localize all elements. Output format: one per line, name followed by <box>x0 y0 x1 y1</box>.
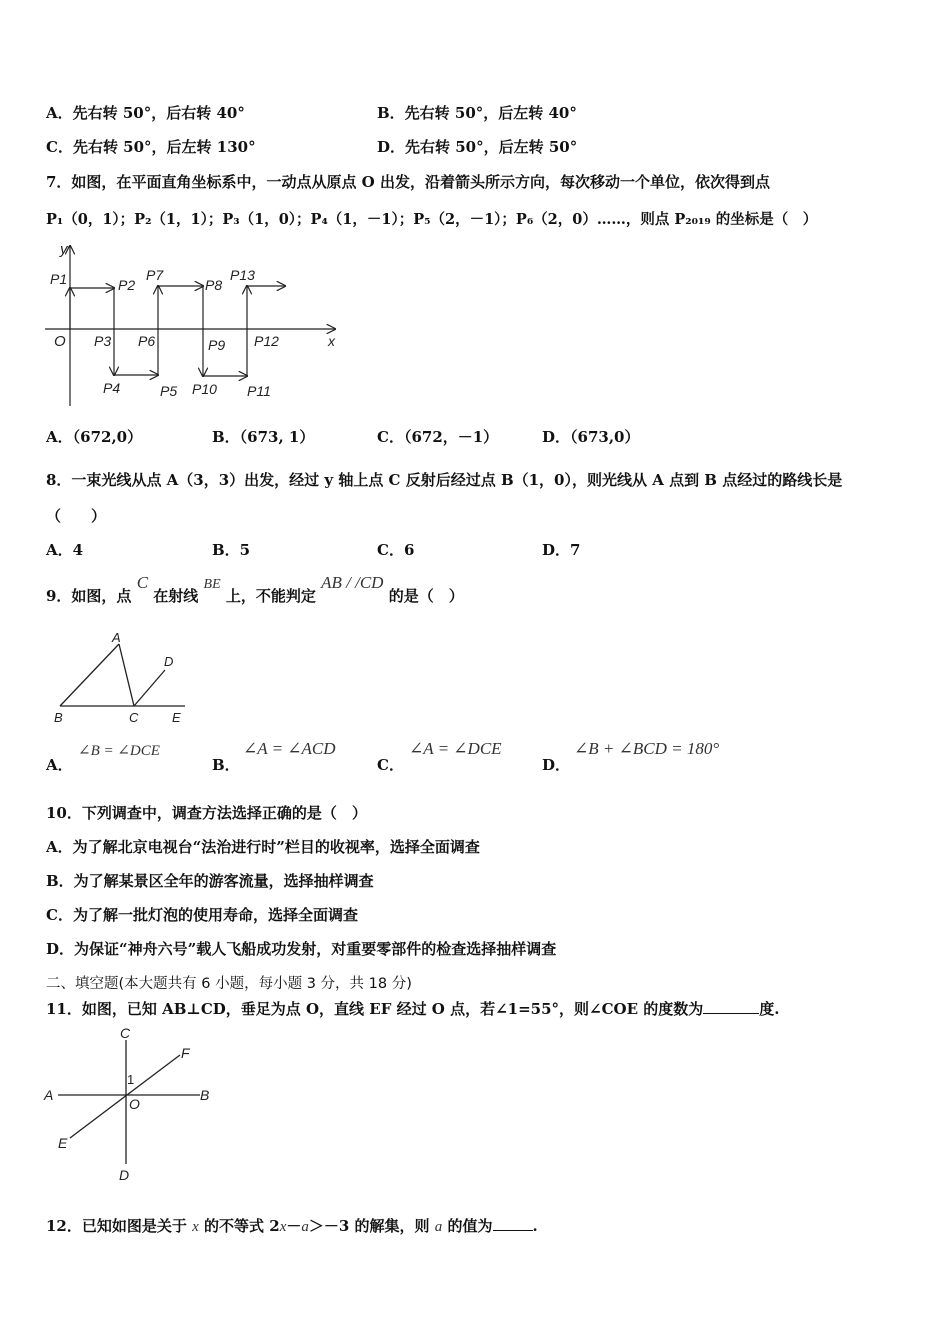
q9-option-d-math: ∠B + ∠BCD = 180° <box>574 739 720 758</box>
q7-option-d: D．（673,0） <box>542 428 640 446</box>
q6-option-c: C．先右转 50°，后左转 130° <box>46 138 256 156</box>
q7-option-b: B．（673, 1） <box>212 428 315 446</box>
fig7-p11: P11 <box>247 383 271 399</box>
q8-option-b: B．5 <box>212 541 251 559</box>
q8-option-a: A．4 <box>46 541 84 559</box>
fig7-p6: P6 <box>138 333 156 349</box>
fig7-y-label: y <box>60 241 68 258</box>
q10-option-d: D．为保证“神舟六号”载人飞船成功发射，对重要零部件的检查选择抽样调查 <box>46 940 557 958</box>
q7-points-line: P₁（0，1）；P₂（1，1）；P₃（1，0）；P₄（1，－1）；P₅（2，－1）；P₆（2，0）……，则点 P₂₀₁₉ 的坐标是（ ） <box>46 211 818 228</box>
q7-option-a: A．（672,0） <box>46 428 143 446</box>
q8-option-c: C．6 <box>377 541 415 559</box>
q9-figure <box>50 628 190 728</box>
fig7-p8: P8 <box>205 277 223 293</box>
q12-var-x: x <box>192 1219 199 1235</box>
section-2-heading: 二、填空题(本大题共有 6 小题，每小题 3 分，共 18 分) <box>46 976 412 992</box>
q10-option-a: A．为了解北京电视台“法治进行时”栏目的收视率，选择全面调查 <box>46 838 480 856</box>
fig7-p13: P13 <box>230 267 255 283</box>
q9-option-c-label: C． <box>377 756 404 774</box>
q7-figure <box>40 238 350 413</box>
q11-answer-blank <box>703 1001 759 1014</box>
fig11-label-b: B <box>200 1087 210 1103</box>
q11-figure <box>40 1022 220 1187</box>
fig7-p2: P2 <box>118 277 136 293</box>
q7-stem: 7．如图，在平面直角坐标系中，一动点从原点 O 出发，沿着箭头所示方向，每次移动一个单位，依次得到点 <box>46 173 770 191</box>
q11-text: 11．如图，已知 AB⊥CD，垂足为点 O，直线 EF 经过 O 点，若∠1=55°，则∠COE 的度数为 <box>46 1000 704 1018</box>
q9-ray-be: BE <box>203 577 221 592</box>
q12-text-5: 的值为 <box>447 1217 493 1235</box>
fig7-p10: P10 <box>192 381 217 397</box>
fig11-label-a: A <box>44 1087 54 1103</box>
q12-text-4: ＞－3 的解集，则 <box>308 1217 430 1235</box>
fig7-p3: P3 <box>94 333 112 349</box>
q7-option-c: C．（672，－1） <box>377 428 499 446</box>
q12-var-a-2: a <box>434 1219 443 1235</box>
fig11-label-o: O <box>129 1096 140 1112</box>
q9-option-d-label: D． <box>542 756 571 774</box>
fig7-origin-label: O <box>54 333 66 350</box>
fig9-label-b: B <box>54 710 63 725</box>
fig9-label-d: D <box>164 654 174 669</box>
q12-tail: . <box>532 1217 538 1235</box>
fig11-label-c: C <box>120 1025 131 1041</box>
q10-option-b: B．为了解某景区全年的游客流量，选择抽样调查 <box>46 872 374 890</box>
q12-var-a: a <box>301 1219 309 1235</box>
q6-option-b: B．先右转 50°，后左转 40° <box>377 104 577 122</box>
fig7-x-label: x <box>328 333 335 349</box>
q8-paren: （ ） <box>46 507 107 525</box>
fig11-label-e: E <box>58 1135 68 1151</box>
q9-point-c: C <box>136 573 149 592</box>
q8-stem: 8．一束光线从点 A（3，3）出发，经过 y 轴上点 C 反射后经过点 B（1，0），则光线从 A 点到 B 点经过的路线长是 <box>46 471 843 489</box>
fig9-label-c: C <box>129 710 139 725</box>
q9-ab-parallel-cd: AB / /CD <box>321 573 384 592</box>
fig7-p9: P9 <box>208 337 226 353</box>
fig7-p5: P5 <box>160 383 178 399</box>
q12-text-3: － <box>286 1217 302 1235</box>
fig9-label-e: E <box>172 710 181 725</box>
q11-tail: 度. <box>759 1000 780 1018</box>
q9-text-3: 上，不能判定 <box>225 587 316 605</box>
q9-option-b-math: ∠A = ∠ACD <box>243 739 336 758</box>
q12-stem <box>46 1215 538 1236</box>
fig9-label-a: A <box>112 630 121 645</box>
q12-answer-blank <box>493 1218 533 1231</box>
fig7-p1: P1 <box>50 271 68 287</box>
q9-option-a-label: A． <box>46 756 73 774</box>
q6-option-d: D．先右转 50°，后左转 50° <box>377 138 578 156</box>
fig7-p12: P12 <box>254 333 279 349</box>
q9-option-c-math: ∠A = ∠DCE <box>409 739 502 758</box>
q9-stem <box>46 572 464 612</box>
q9-text-1: 9．如图，点 <box>46 587 132 605</box>
fig7-p7: P7 <box>146 267 164 283</box>
q9-option-a-math: ∠B = ∠DCE <box>78 743 160 759</box>
q12-var-x-2: x <box>279 1219 287 1235</box>
q12-text-1: 12．已知如图是关于 <box>46 1217 187 1235</box>
q10-option-c: C．为了解一批灯泡的使用寿命，选择全面调查 <box>46 906 358 924</box>
fig7-p4: P4 <box>103 380 121 396</box>
q9-text-4: 的是（ ） <box>388 587 464 605</box>
q6-option-a: A．先右转 50°，后右转 40° <box>46 104 245 122</box>
fig11-angle-1: 1 <box>127 1072 135 1087</box>
q9-text-2: 在射线 <box>153 587 199 605</box>
q11-stem <box>46 998 780 1019</box>
q9-option-b-label: B． <box>212 756 240 774</box>
fig11-label-f: F <box>181 1045 190 1061</box>
q8-option-d: D．7 <box>542 541 581 559</box>
fig11-label-d: D <box>119 1167 130 1183</box>
q10-stem: 10．下列调查中，调查方法选择正确的是（ ） <box>46 804 367 822</box>
q12-text-2: 的不等式 2 <box>204 1217 280 1235</box>
